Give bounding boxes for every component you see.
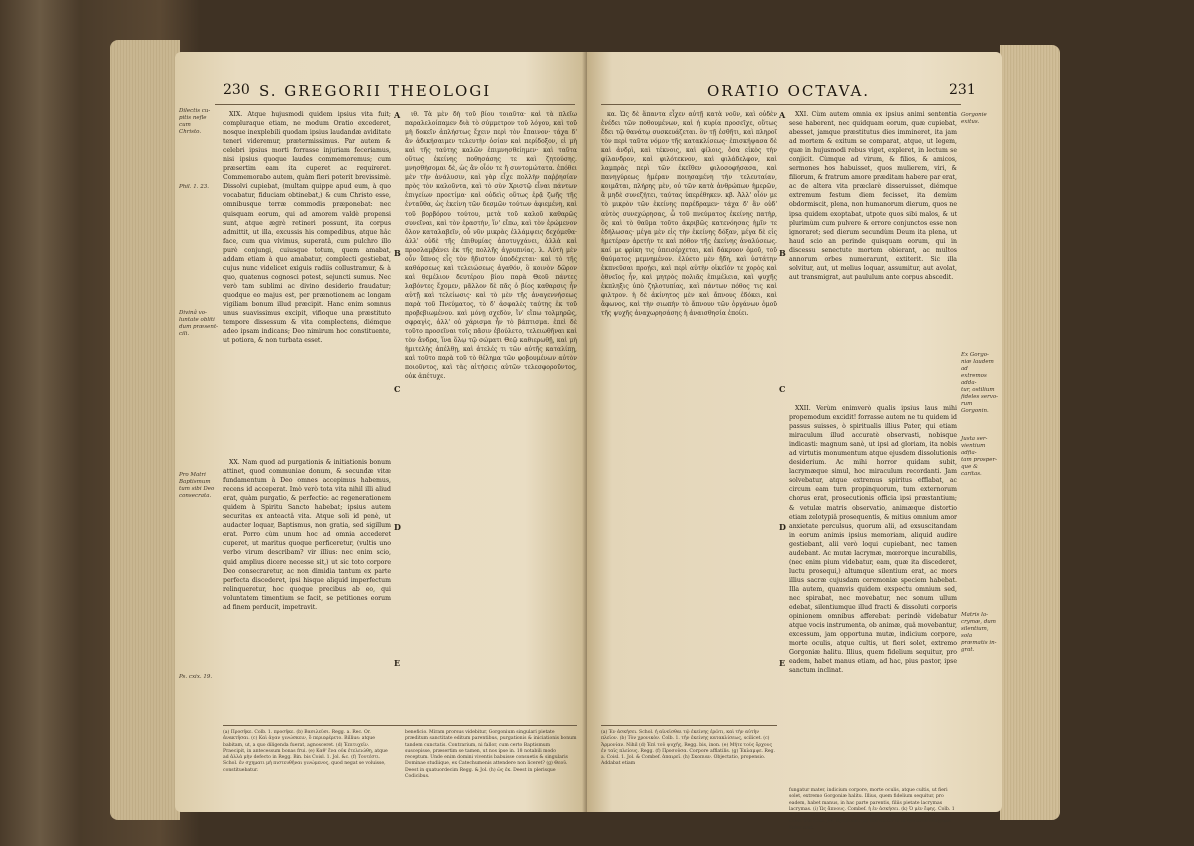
latin-section-xxi [789,110,957,400]
right-page [587,52,1002,831]
footnotes-left: (a) Προσῆκε. Colb. 1. προσῆκε. (b) Βασιλεῦσι. Regg. a. Rec. Or. ἀνακτῆσαι. (c) Καὶ ἀγαν γινώσκειν, ὃ περιεφέρετο. Billius: atque babitam, ut, a quo diligenda fuerat, agnosceret. (d) Ἐπιτυχεῖν. Praecipit, in antecessum bonas frui. (e) Καθ' ἕνα οὐκ ἐτελειώθη, atque ad ἀλλὰ μὴν defecto in Regg. Bin. bis Coisl. 1. Jol. &c. (f) Τουτέστι. Schol. ἐν σχηματι μὴ πιστευθῆναι γινώμενος, quod negat se voluisse, constituebatur. [223,730,388,773]
margin-letter-c: C [394,384,401,394]
left-page-edges [110,40,180,820]
header-rule [601,104,961,105]
greek-column-right [601,110,777,720]
margin-letter-d: D [394,522,401,532]
margin-letter-a: A [394,110,401,120]
running-head-right: ORATIO OCTAVA. [707,82,871,100]
left-page [175,52,587,812]
margin-note: Justa ser- vientium adfia- tam prosper- que & caritas. [961,436,997,477]
margin-letter-d: D [779,522,786,532]
margin-letter-a: A [779,110,786,120]
greek-text-left: ιθ. Τὰ μὲν δὴ τοῦ βίου τοιαῦτα· καὶ τὰ πλεῖω παραλελοίπαμεν διὰ τὸ σύμμετρον τοῦ λόγου, καὶ τοῦ μὴ δοκεῖν ἀπλήστως ἔχειν περὶ τὸν ἔπαινον· τάχα δ' ἂν ἀδικήσαιμεν τελευτὴν ὁσίαν καὶ περίδοξον, εἰ μὴ καὶ τῆς ταύτης καλῶν ἐπιμνησθείημεν· καὶ ταῦτα οὕτως ἐκείνης ποθησάσης τε καὶ ζητούσης. μνησθήσομαι δὲ, ὡς ἂν οἷόν τε ἢ συντομώτατα. ἐπόθει μὲν τὴν ἀνάλυσιν, καὶ γὰρ εἶχε πολλὴν παῤῥησίαν πρὸς τὸν καλοῦντα, καὶ τὸ σὺν Χριστῷ εἶναι πάντων ἐπιγείων προετίμα· καὶ οὐδεὶς οὕτως ἐρᾷ ζωῆς τῆς ἐνταῦθα, ὡς ἐκείνη τῶν δεσμῶν τούτων ἀφιεμένη, καὶ τοῦ βορβόρου τούτου, μετὰ τοῦ καλοῦ καθαρῶς συνεῖναι, καὶ τὸν ἐραστὴν, ἵν' εἴπω, καὶ τὸν ἐρώμενον ὅλον καταλαβεῖν, οὗ νῦν μικρὰς ἐλλάμψεις δεχόμεθα· ἀλλ' οὐδὲ τῆς ἐπιθυμίας ἀποτυγχάνει, ἀλλὰ καὶ προσλαμβάνει ἐκ τῆς πολλῆς ἀγρυπνίας. λ. Αὐτὴ μὲν οὖν ὕπνος εἷς τὸν ἥδιστον ὑποδέχεται· καὶ τὸ τῆς καθάρσεως καὶ τελειώσεως ἀγαθόν, ὃ κοινὸν δῶρον καὶ θεμέλιον δευτέρου βίου παρὰ Θεοῦ πάντες λαβόντες ἔχομεν, μᾶλλον δὲ πᾶς ὁ βίος καθαρσις ἦν αὐτῇ καὶ τελείωσις· καὶ τὸ μὲν τῆς ἀναγεννήσεως παρὰ τοῦ Πνεύματος, τὸ δ' ἀσφαλὲς ταύτης ἐκ τοῦ προβεβιωμένου. καὶ μόνῃ σχεδὸν, ἵν' εἴπω τολμηρῶς, σφραγὶς, ἀλλ' οὐ χάρισμα ἦν τὸ βάπτισμα. ἐπεὶ δὲ τοῦτο προσεῖναι τοῖς πᾶσιν ἐβούλετο, τελειωθῆναι καὶ τὸν ἄνδρα, ἵνα ὅλῳ τῷ σώματι Θεῷ καθιερωθῇ, καὶ μὴ ἡμιτελὴς ἀπέλθῃ, καὶ ἀτελές τι τῶν αὐτῆς καταλίπῃ, καὶ τοῦτο παρὰ τοῦ τὸ θέλημα τῶν φοβουμένων αὐτὸν ποιοῦντος, καὶ τὰς αἰτήσεις αὐτῶν τελεσφοροῦντος, οὐκ ἀπέτυχε. [405,111,577,381]
margin-note: Matris la- crymæ, dum silentium, sola præmatis in- grat. [961,612,997,653]
margin-letter-c: C [779,384,786,394]
greek-text-right: κα. Ὡς δὲ ἅπαντα εἶχεν αὐτῇ κατὰ νοῦν, καὶ οὐδὲν ἐνέδει τῶν ποθουμένων, καὶ ἡ κυρία προσεῖχε, οὕτως ἔδει τῷ θανάτῳ συσκευάζεται. ὃν τῇ ἐσθῆτι, καὶ πληροῖ τὸν περὶ ταῦτα νόμον τῆς κατακλίσεως· ἐπισκήψασα δὲ καὶ ἀνδρὶ, καὶ τέκνοις, καὶ φίλοις, ὅσα εἰκὸς τὴν φίλανδρον, καὶ φιλότεκνον, καὶ φιλάδελφον, καὶ λαμπρὰς περὶ τῶν ἐκεῖθεν φιλοσοφήσασα, καὶ πανηγύρεως ἡμέραν ποιησαμένη τὴν τελευταίαν, κοιμᾶται, πλήρης μὲν, οὐ τῶν κατὰ ἀνθρώπων ἡμερῶν, ἃ μηδὲ συνεζήτει, ταύτας ὑπερέθηκεν. κβ. Ἀλλ' οἷόν με τὸ μικρὸν τῶν ἐκείνης παρέδραμεν· τάχα δ' ἂν οὐδ' αὐτὸς συνεχώρησας, ὦ τοῦ πνεύματος ἐκείνης πατὴρ, ὃς καὶ τὸ θαῦμα τοῦτο ἀκριβῶς κατενόησας ἡμῖν τε ἐδήλωσας· μέγα μὲν εἰς τὴν ἐκείνης δόξαν, μέγα δὲ εἰς ἡμετέραν ἀρετὴν τε καὶ πόθον τῆς ἐκείνης ἀναλύσεως. καί με φρίκη τις ὑπεισέρχεται, καὶ δάκρυον ὁμοῦ, τοῦ θαύματος μεμνημένον. ἐλύετο μὲν ἤδη, καὶ ὑστάτην ἐκπνεῦσαι προῄει, καὶ περὶ αὐτὴν οἰκεῖόν τε χορὸς καὶ ὀθνεῖος ἦν, καὶ μητρὸς πολιᾶς ἐπιμέλεια, καὶ ψυχῆς ἐκπληξις ὑπὸ ζηλοτυπίας, καὶ πάντων πόθος τις καὶ φιλτρον. ἡ δὲ ἀκίνητος μὲν καὶ ἄπνους ἐδόκει, καὶ ἄφωνος, καὶ τὴν σιωπὴν τὸ ἄπνουν τῶν ὀργάνων ὁμοῦ τῆς ψυχῆς ἀναχωρησάσης ἡ ἀναισθησία ἐποίει. [601,111,777,318]
latin-section-xxii [789,404,957,784]
footnotes-right-continued: fungatur mater, indicium corpore, morte oculis, atque cultis, ut fieri solet, extremo Gorgoniæ halitu. Illius, quem fidelium sequitur, pro eadem, habet manus, in hac parte parentis, filiis pietate lacrymas lacrymas. (i) Ὡς ἄπνους. Combef. ἡ ἐν ἀσκήσει. (k) Ὁ μὲν ἔφης. Colb. 1 & Jol. (l) Τελευταῖον. Rec. Si præcedat prudens. (m) Εὐσεβοῦσα. Duo Coisl. tria Colb. Jol. ἐξαίρεται. (n) Ἐπὶ πλοῦν & In spirituali Gorgonie Pater erat. [789,788,955,831]
running-head-left: S. GREGORII THEOLOGI [259,82,492,100]
margin-letter-e: E [779,658,786,668]
section-xxii-text: XXII. Verùm enimverò qualis ipsius laus mihi propemodum excidit! forrasse autem ne tu quidem id passus suisses, ò spiritualis illius Pater, qui etiam miraculum illud accuratè observasti, nobisque indicasti: magnum sanè, ut ipsi ad gloriam, ita nobis ad virtutis monumentum atque ejusdem dissolutionis desiderium. Ac mihi horror quidam subit, lacrymæque simul, hoc miraculum recordanti. Jam solvebatur, atque extremus spiritus efflabat, ac circum eam turn propinquorum, tum externorum chorus erat, prosecutionis officia ipsi præstantium; & vetulæ matris observatio, animæque distortio etiam zelotypiâ prosequentis, & mitius omnium amor anxietate perculsus, quorum alii, ad exsuscitandam in eorum animis ipsius memoriam, aliquid audire gestiebant, alii verò loqui cupiebant, nec tamen audebant. Ac mutæ lacrymæ, mœrorque incurabilis, (nec enim pium videbatur, eam, quæ ita discederet, luctu prosequi,) altumque silentium erat, ac mors illius sacræ cujusdam ceremoniæ speciem habebat. Illa autem, quamvis quidem exspectu omnium sed, nec spirabat, nec movebatur, nec sonum ullum edebat, silentiumque illud fracti & dissoluti corporis opinionem omnibus afferebat: perindè videbatur atque vocis instrumenta, ob animæ, quâ movebantur, excessum, jam opportuna mutæ, indicium corpore, morte oculis, atque cultis, ut fieri solet, extremo Gorgoniæ halitu. Illius, quem fidelium sequitur, pro eadem, habet manus etiam, ad hac, pius pastor, ipse sanctum inclinat. [789,405,957,675]
margin-letter-e: E [394,658,401,668]
margin-note: Pro Matri Baptismum tum sibi Deo consecrata. [179,472,215,499]
section-xx-text: XX. Nam quod ad purgationis & initiationis bonum attinet, quod communiae donum, & secundæ vitæ fundamentum à Deo omnes accepimus habemus, recens id acceperat. Imò verò tota vita nihil illi aliud erat, quàm purgatio, & perfectio: ac regenerationem quidem à Spiritu Sancto habebat; ipsius autem securitas ex anteactâ vita. Atque soli id penè, ut audacter loquar, Baptismus, non gratia, sed sigillum erat. Porro cùm unum hoc ad omnia accederet cuperet, ut maritus quoque perficeretur, (vultis uno verbo virum describam? vir illius: nec enim scio, quid amplius dicere necesse sit,) ut sic toto corpore Deo consecraretur, ac non dimidia tantum ex parte perfecta discederet, ipsi hisque aliquid imperfectum relinqueretur, hoc quoque precibus ab eo, qui voluntatem timentium se facit, se petitiones eorum ad finem perducit, impetravit. [223,459,391,611]
footnotes-left-continued: beneficio. Miram prorsus videbitur, Gorgonium singulari pietate præditum sanctitate editum parentibus, purgationis & iniciationis bonum tandem cunctatis. Contrarium, ni fallor, cum certo Baptismum suscepisse, præsertim se tamen, ut nos ipse in. 18 notabili modo receptum. Unde enim domini viventis babuisse consuetis & singularis Dominae studiique, ex Catechumenis attendere non liceret? (g) Θεοῦ. Deest in quatuordecim Regg. & Jol. (h) ὡς ἐκ. Deest in plerisque Codicibus. [405,730,577,780]
notes-rule [223,725,577,726]
page-number-left: 230 [223,82,250,98]
header-rule [215,104,575,105]
margin-letter-b: B [779,248,786,258]
latin-section-xix [223,110,391,450]
greek-column-left [405,110,577,720]
section-xix-text: XIX. Atque hujusmodi quidem ipsius vita fuit; compluraque etiam, ne modum Oratio excederet, nosque inexplebili quodam ipsius laudandæ aviditate teneri videremur, prætermissimus. Par autem & celebri ipsius morti forrasse injuriam feceriamus, nisi ipsius quoque laudes commemoremus; cum præsertim eam ita cuperet ac requireret. Commemorabo autem, quàm fieri poterit brevissimè. Dissolvi cupiebat, (multam quippe apud eum, à quo vocabatur, fiduciam obtinebat,) & cum Christo esse, omnibusque terræ commodis præponebat: nec quisquam eorum, qui ad amorem valdè propensi sunt, atque ægrè retineri possunt, ita corpus admittit, ut illa, excussis his compedibus, atque hâc face, cum qua vivimus, superatâ, cum pulchro illo purè conjungi, cuiusque totum, quem amabat, addam etiam à quo amabatur, complecti gestiebat, cujus nunc videlicet exiguis radiis collustramur, & à quo, quatenus cognosci potest, sejuncti sumus. Nec verò tam sublimi ac divino desiderio fraudatur; quodque eo majus est, per prænotionem ac longam vigiliam bonum illud præcipit. Hanc enim somnus unus suavissimus excipit, vifioque una præstituto tempore dissessum & vita complectens, diémque adeo ipsam indicans; Deo nimirum hoc constituente, ut potiora, & non turbata esset. [223,111,391,345]
page-number-right: 231 [949,82,976,98]
margin-note: Gorgonie exitus. [961,112,987,125]
margin-note: Phil. 1. 23. [179,184,210,190]
margin-note: Dilectis cu- pitis nefle cum Christo. [179,108,211,135]
margin-note: Ps. cxix. 19. [179,674,213,680]
notes-rule [601,725,777,726]
footnotes-right: (a) Ἐν ἀσκήσει. Schol. ἡ αἰνεῖσθαι τῷ ἐκείνης ἐρῶτι, καὶ τὴν αὐτὴν πλεῖον. (b) Τὸν χρονικὸν. Colb. 1. τῆν ἐκείνης κατακλίσεως, scilicet. (c) Ἁρμονίαν. Nihil (d) Ἐπὶ τοῦ ψυχῆς, Regg. bis, inon. (e) Μήτε τοὺς ὄρχους ἐν ταῖς πλείους. Regg. (f) Προσοῦσα. Corpore afflatilis. (g) Ἐκλαμψε. Reg. a. Coisl. 1. Jol. & Combef. ἀπαιρεῖ. (h) Σκοπιαν. Objectatio, propensio. Addabat etiam [601,730,775,767]
right-page-edges [1000,45,1060,820]
margin-note: Ex Gorgo- niæ laudem ad extremos adda- tur, ostilium fideles servo- rum Gorgonin. [961,352,999,414]
latin-section-xx [223,458,391,720]
margin-letter-b: B [394,248,401,258]
margin-note: Divinâ vo- luntate obliti dum præsent- cili. [179,310,219,337]
section-xxi-text: XXI. Cùm autem omnia ex ipsius animi sententia sese haberent, nec quidquam eorum, quæ cupiebat, abesset, jamque præstitutus dies immineret, ita jam ad mortem & exitum se comparat, atque, ut legem, quæ in hujusmodi rebus viget, expleret, in lectum se conjicit. Cùmque ad virum, & filios, & amicos, sermones hos habuisset, quos mulierem, viri, & filiorum, & fratrum amore præditam habere par erat, ac de altera vita præclarè disseruisset, diémque extremum festum diem fecisset, ita demùm obdormiscit, plena, non humanorum dierum, quos ne ipsa quidem exoptabat, utpote quos sibi malos, & ut plurimùm cum pulvere & errore conjunctos esse non ignoraret; sed dierum secundùm Deum ita plena, ut haud scio an perinde quisquam eorum, qui in discessu senectute mortem obierant, ac multos annorum orbes numerarunt, extiterit. Sic illa solvitur, aut, ut melius loquar, assumitur, aut avolat, aut transmigrat, aut paululum ante corpus abscedit. [789,111,957,281]
